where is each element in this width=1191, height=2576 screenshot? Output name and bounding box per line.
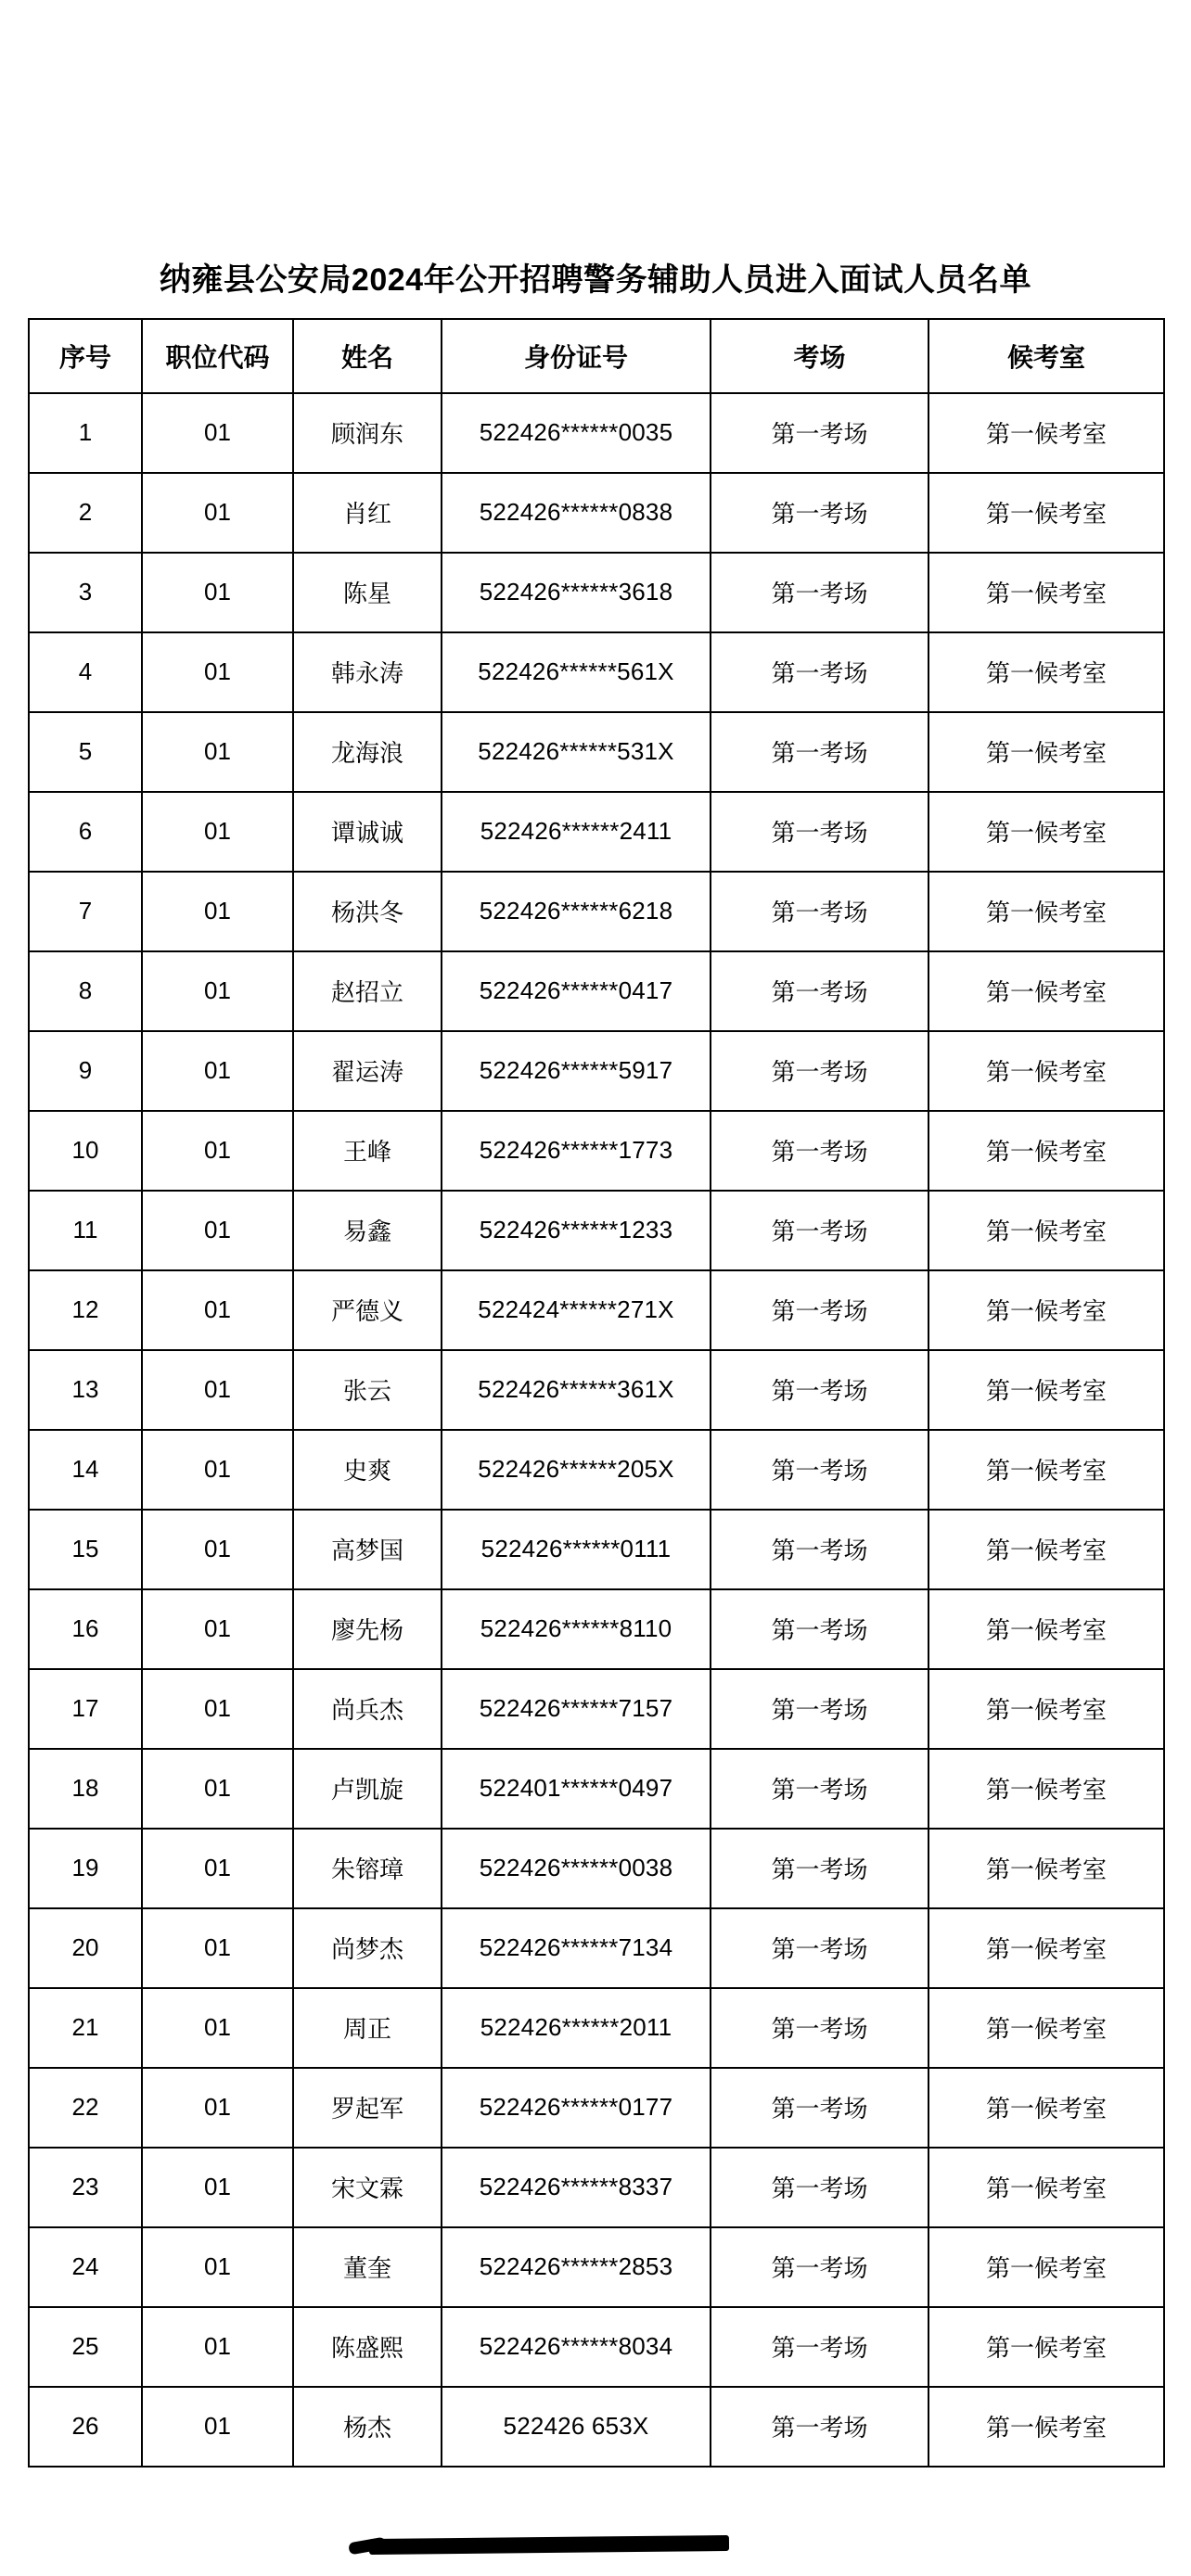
cell-position-code: 01 <box>142 2227 293 2307</box>
cell-exam-room: 第一考场 <box>711 393 928 473</box>
cell-seq: 1 <box>29 393 142 473</box>
table-header <box>29 319 1164 393</box>
table-row <box>29 473 1164 553</box>
cell-id-number: 522424******271X <box>442 1270 711 1350</box>
cell-position-code: 01 <box>142 2148 293 2227</box>
cell-exam-room: 第一考场 <box>711 1350 928 1430</box>
cell-name: 王峰 <box>293 1111 442 1191</box>
page-title: 纳雍县公安局2024年公开招聘警务辅助人员进入面试人员名单 <box>159 262 1032 298</box>
cell-seq: 15 <box>29 1510 142 1589</box>
table-row <box>29 1270 1164 1350</box>
cell-exam-room: 第一考场 <box>711 1031 928 1111</box>
cell-seq: 19 <box>29 1829 142 1908</box>
cell-waiting-room: 第一候考室 <box>928 1270 1164 1350</box>
cell-waiting-room: 第一候考室 <box>928 1829 1164 1908</box>
table-row <box>29 2227 1164 2307</box>
cell-name: 韩永涛 <box>293 632 442 712</box>
cell-seq: 8 <box>29 951 142 1031</box>
table-row <box>29 1908 1164 1988</box>
cell-seq: 4 <box>29 632 142 712</box>
cell-position-code: 01 <box>142 1111 293 1191</box>
cell-exam-room: 第一考场 <box>711 1111 928 1191</box>
cell-seq: 16 <box>29 1589 142 1669</box>
table-row <box>29 1430 1164 1510</box>
cell-name: 赵招立 <box>293 951 442 1031</box>
cell-name: 尚梦杰 <box>293 1908 442 1988</box>
cell-position-code: 01 <box>142 1430 293 1510</box>
interview-candidates-table <box>28 318 1165 2468</box>
cell-name: 董奎 <box>293 2227 442 2307</box>
cell-seq: 23 <box>29 2148 142 2227</box>
table-row <box>29 951 1164 1031</box>
table-body <box>29 393 1164 2467</box>
column-header-name: 姓名 <box>293 319 442 393</box>
cell-waiting-room: 第一候考室 <box>928 712 1164 792</box>
cell-name: 杨洪冬 <box>293 872 442 951</box>
table-header-row <box>29 319 1164 393</box>
cell-id-number: 522426******3618 <box>442 553 711 632</box>
table-row <box>29 2307 1164 2387</box>
cell-name: 张云 <box>293 1350 442 1430</box>
cell-id-number: 522426******0838 <box>442 473 711 553</box>
cell-position-code: 01 <box>142 1749 293 1829</box>
table-row <box>29 1510 1164 1589</box>
cell-name: 顾润东 <box>293 393 442 473</box>
cell-position-code: 01 <box>142 473 293 553</box>
cell-exam-room: 第一考场 <box>711 473 928 553</box>
table-row <box>29 1350 1164 1430</box>
table-row <box>29 632 1164 712</box>
cell-exam-room: 第一考场 <box>711 1270 928 1350</box>
column-header-exam-room: 考场 <box>711 319 928 393</box>
cell-exam-room: 第一考场 <box>711 1749 928 1829</box>
cell-waiting-room: 第一候考室 <box>928 1669 1164 1749</box>
cell-waiting-room: 第一候考室 <box>928 1350 1164 1430</box>
cell-id-number: 522426******561X <box>442 632 711 712</box>
cell-id-number: 522426******205X <box>442 1430 711 1510</box>
cell-name: 史爽 <box>293 1430 442 1510</box>
cell-waiting-room: 第一候考室 <box>928 473 1164 553</box>
cell-position-code: 01 <box>142 1270 293 1350</box>
cell-exam-room: 第一考场 <box>711 632 928 712</box>
cell-seq: 2 <box>29 473 142 553</box>
cell-id-number: 522426 653X <box>442 2387 711 2467</box>
cell-id-number: 522426******7134 <box>442 1908 711 1988</box>
cell-seq: 21 <box>29 1988 142 2068</box>
cell-exam-room: 第一考场 <box>711 1669 928 1749</box>
table-row <box>29 1111 1164 1191</box>
cell-id-number: 522426******0417 <box>442 951 711 1031</box>
cell-exam-room: 第一考场 <box>711 1510 928 1589</box>
cell-position-code: 01 <box>142 1510 293 1589</box>
cell-seq: 7 <box>29 872 142 951</box>
cell-seq: 14 <box>29 1430 142 1510</box>
cell-exam-room: 第一考场 <box>711 712 928 792</box>
cell-position-code: 01 <box>142 872 293 951</box>
table-row <box>29 2148 1164 2227</box>
cell-name: 肖红 <box>293 473 442 553</box>
cell-id-number: 522426******2411 <box>442 792 711 872</box>
cell-position-code: 01 <box>142 1589 293 1669</box>
table-row <box>29 1829 1164 1908</box>
cell-exam-room: 第一考场 <box>711 1191 928 1270</box>
cell-id-number: 522426******0111 <box>442 1510 711 1589</box>
cell-waiting-room: 第一候考室 <box>928 951 1164 1031</box>
cell-seq: 13 <box>29 1350 142 1430</box>
column-header-id: 身份证号 <box>442 319 711 393</box>
cell-position-code: 01 <box>142 393 293 473</box>
cell-seq: 6 <box>29 792 142 872</box>
table-row <box>29 1988 1164 2068</box>
cell-waiting-room: 第一候考室 <box>928 1510 1164 1589</box>
cell-position-code: 01 <box>142 1988 293 2068</box>
cell-id-number: 522426******1233 <box>442 1191 711 1270</box>
cell-waiting-room: 第一候考室 <box>928 2227 1164 2307</box>
cell-position-code: 01 <box>142 632 293 712</box>
cell-waiting-room: 第一候考室 <box>928 872 1164 951</box>
cell-position-code: 01 <box>142 1669 293 1749</box>
table-row <box>29 2387 1164 2467</box>
cell-id-number: 522426******8034 <box>442 2307 711 2387</box>
table-row <box>29 1669 1164 1749</box>
cell-id-number: 522426******531X <box>442 712 711 792</box>
cell-position-code: 01 <box>142 2307 293 2387</box>
cell-exam-room: 第一考场 <box>711 1829 928 1908</box>
cell-name: 陈盛熙 <box>293 2307 442 2387</box>
cell-seq: 9 <box>29 1031 142 1111</box>
table-row <box>29 1191 1164 1270</box>
cell-id-number: 522426******6218 <box>442 872 711 951</box>
cell-waiting-room: 第一候考室 <box>928 1749 1164 1829</box>
cell-exam-room: 第一考场 <box>711 1988 928 2068</box>
cell-name: 翟运涛 <box>293 1031 442 1111</box>
cell-name: 杨杰 <box>293 2387 442 2467</box>
cell-name: 卢凯旋 <box>293 1749 442 1829</box>
cell-id-number: 522426******7157 <box>442 1669 711 1749</box>
column-header-seq: 序号 <box>29 319 142 393</box>
cell-waiting-room: 第一候考室 <box>928 2068 1164 2148</box>
cell-name: 周正 <box>293 1988 442 2068</box>
cell-position-code: 01 <box>142 1031 293 1111</box>
cell-id-number: 522426******8110 <box>442 1589 711 1669</box>
cell-position-code: 01 <box>142 1350 293 1430</box>
cell-waiting-room: 第一候考室 <box>928 632 1164 712</box>
cell-position-code: 01 <box>142 1191 293 1270</box>
cell-exam-room: 第一考场 <box>711 2387 928 2467</box>
cell-waiting-room: 第一候考室 <box>928 1031 1164 1111</box>
cell-exam-room: 第一考场 <box>711 1589 928 1669</box>
cell-exam-room: 第一考场 <box>711 2307 928 2387</box>
cell-waiting-room: 第一候考室 <box>928 792 1164 872</box>
cell-position-code: 01 <box>142 1908 293 1988</box>
cell-seq: 3 <box>29 553 142 632</box>
cell-id-number: 522426******2853 <box>442 2227 711 2307</box>
cell-name: 廖先杨 <box>293 1589 442 1669</box>
cell-waiting-room: 第一候考室 <box>928 1111 1164 1191</box>
cell-waiting-room: 第一候考室 <box>928 2148 1164 2227</box>
cell-seq: 22 <box>29 2068 142 2148</box>
table-row <box>29 1749 1164 1829</box>
cell-id-number: 522426******1773 <box>442 1111 711 1191</box>
cell-position-code: 01 <box>142 553 293 632</box>
cell-exam-room: 第一考场 <box>711 2068 928 2148</box>
cell-waiting-room: 第一候考室 <box>928 1988 1164 2068</box>
cell-id-number: 522426******0038 <box>442 1829 711 1908</box>
cell-id-number: 522426******0177 <box>442 2068 711 2148</box>
cell-position-code: 01 <box>142 2387 293 2467</box>
cell-id-number: 522426******5917 <box>442 1031 711 1111</box>
table-row <box>29 712 1164 792</box>
redaction-mark <box>369 2535 729 2555</box>
cell-exam-room: 第一考场 <box>711 1908 928 1988</box>
cell-seq: 26 <box>29 2387 142 2467</box>
cell-position-code: 01 <box>142 951 293 1031</box>
cell-name: 宋文霖 <box>293 2148 442 2227</box>
cell-waiting-room: 第一候考室 <box>928 1589 1164 1669</box>
cell-position-code: 01 <box>142 792 293 872</box>
table-row <box>29 553 1164 632</box>
table-row <box>29 393 1164 473</box>
table-row <box>29 872 1164 951</box>
cell-id-number: 522426******8337 <box>442 2148 711 2227</box>
cell-seq: 12 <box>29 1270 142 1350</box>
cell-position-code: 01 <box>142 2068 293 2148</box>
cell-name: 罗起军 <box>293 2068 442 2148</box>
column-header-code: 职位代码 <box>142 319 293 393</box>
cell-exam-room: 第一考场 <box>711 2148 928 2227</box>
cell-seq: 20 <box>29 1908 142 1988</box>
cell-waiting-room: 第一候考室 <box>928 1191 1164 1270</box>
cell-exam-room: 第一考场 <box>711 951 928 1031</box>
cell-position-code: 01 <box>142 1829 293 1908</box>
table-row <box>29 2068 1164 2148</box>
document-body <box>28 249 1163 2468</box>
cell-exam-room: 第一考场 <box>711 2227 928 2307</box>
cell-id-number: 522426******0035 <box>442 393 711 473</box>
table-row <box>29 1589 1164 1669</box>
cell-name: 高梦国 <box>293 1510 442 1589</box>
cell-exam-room: 第一考场 <box>711 553 928 632</box>
cell-seq: 5 <box>29 712 142 792</box>
cell-name: 尚兵杰 <box>293 1669 442 1749</box>
cell-position-code: 01 <box>142 712 293 792</box>
cell-seq: 25 <box>29 2307 142 2387</box>
cell-name: 严德义 <box>293 1270 442 1350</box>
cell-seq: 17 <box>29 1669 142 1749</box>
cell-id-number: 522426******2011 <box>442 1988 711 2068</box>
cell-waiting-room: 第一候考室 <box>928 2387 1164 2467</box>
cell-name: 陈星 <box>293 553 442 632</box>
cell-name: 朱镕璋 <box>293 1829 442 1908</box>
cell-exam-room: 第一考场 <box>711 792 928 872</box>
cell-waiting-room: 第一候考室 <box>928 1430 1164 1510</box>
cell-seq: 24 <box>29 2227 142 2307</box>
cell-id-number: 522401******0497 <box>442 1749 711 1829</box>
cell-seq: 18 <box>29 1749 142 1829</box>
column-header-waiting-room: 候考室 <box>928 319 1164 393</box>
table-row <box>29 792 1164 872</box>
cell-name: 龙海浪 <box>293 712 442 792</box>
cell-seq: 11 <box>29 1191 142 1270</box>
cell-waiting-room: 第一候考室 <box>928 553 1164 632</box>
cell-exam-room: 第一考场 <box>711 1430 928 1510</box>
cell-waiting-room: 第一候考室 <box>928 2307 1164 2387</box>
cell-name: 谭诚诚 <box>293 792 442 872</box>
cell-waiting-room: 第一候考室 <box>928 1908 1164 1988</box>
cell-waiting-room: 第一候考室 <box>928 393 1164 473</box>
cell-name: 易鑫 <box>293 1191 442 1270</box>
table-row <box>29 1031 1164 1111</box>
cell-id-number: 522426******361X <box>442 1350 711 1430</box>
cell-seq: 10 <box>29 1111 142 1191</box>
cell-exam-room: 第一考场 <box>711 872 928 951</box>
